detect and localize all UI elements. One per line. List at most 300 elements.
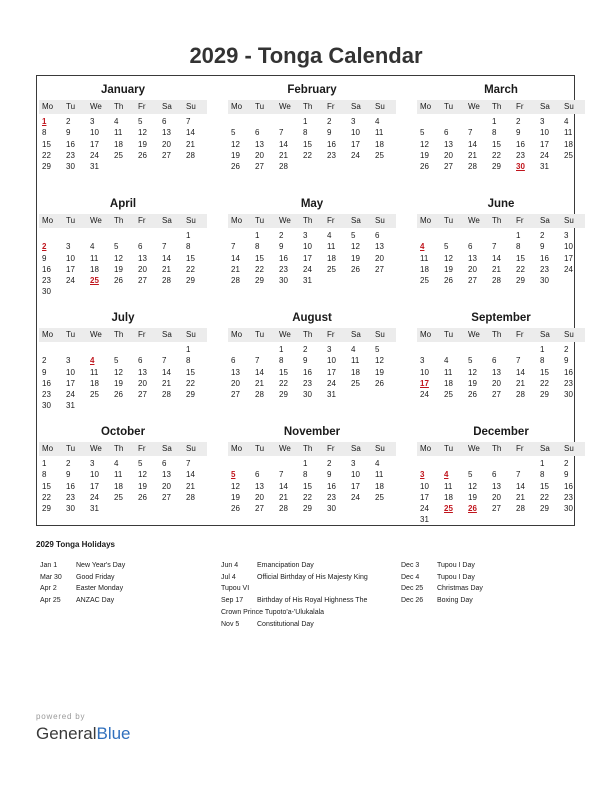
day-cell: 16 — [564, 367, 573, 377]
day-cell: 13 — [255, 481, 264, 491]
day-cell: 7 — [468, 128, 473, 138]
day-cell: 30 — [42, 287, 51, 297]
day-cell: 3 — [351, 459, 356, 468]
day-cell: 16 — [327, 139, 336, 149]
day-cell: 30 — [564, 504, 573, 514]
day-cell: 12 — [138, 470, 147, 480]
holiday-day-cell: 4 — [420, 242, 425, 252]
day-cell: 21 — [492, 264, 501, 274]
holiday-name: New Year's Day — [76, 562, 126, 569]
weekday-label: Tu — [444, 216, 454, 225]
holiday-column-3 — [401, 560, 483, 607]
day-cell: 20 — [162, 481, 171, 491]
weekday-header — [228, 328, 396, 342]
day-cell: 22 — [42, 492, 51, 502]
day-cell: 17 — [303, 253, 312, 263]
month-name: December — [473, 426, 529, 438]
day-cell: 29 — [186, 390, 195, 400]
day-cell: 3 — [540, 117, 545, 126]
weekday-label: Su — [564, 444, 574, 453]
month-april — [39, 190, 207, 298]
weekday-label: Th — [114, 216, 124, 225]
weekday-label: Mo — [42, 444, 54, 453]
weekday-label: Tu — [444, 330, 454, 339]
weekday-label: Mo — [231, 444, 243, 453]
holiday-name: Easter Monday — [76, 585, 124, 593]
day-grid — [228, 344, 396, 400]
weekday-label: Th — [492, 216, 502, 225]
day-cell: 8 — [540, 356, 545, 366]
day-cell: 21 — [279, 150, 288, 160]
day-cell: 27 — [255, 162, 264, 172]
day-cell: 12 — [138, 128, 147, 138]
empty-cell — [63, 344, 87, 355]
day-cell: 11 — [444, 367, 453, 377]
day-cell: 29 — [42, 162, 51, 172]
day-cell: 24 — [303, 264, 312, 274]
day-cell: 5 — [114, 356, 119, 366]
weekday-label: We — [279, 444, 291, 453]
day-cell: 1 — [540, 345, 545, 354]
holiday-name: Boxing Day — [437, 597, 473, 605]
weekday-label: Fr — [327, 216, 335, 225]
day-cell: 29 — [279, 390, 288, 400]
day-cell: 30 — [42, 401, 51, 411]
holiday-name: Christmas Day — [437, 585, 483, 593]
day-cell: 4 — [114, 117, 119, 126]
day-cell: 5 — [468, 356, 473, 366]
empty-cell — [441, 230, 465, 241]
day-cell: 6 — [162, 459, 167, 468]
weekday-label: Mo — [231, 102, 243, 111]
day-cell: 26 — [138, 492, 147, 502]
weekday-label: Tu — [66, 330, 76, 339]
day-cell: 23 — [66, 150, 75, 160]
day-cell: 7 — [186, 117, 191, 126]
holiday-name: Official Birthday of His Majesty King — [257, 573, 368, 581]
day-cell: 28 — [162, 276, 171, 286]
weekday-label: Tu — [66, 444, 76, 453]
day-cell: 25 — [327, 264, 336, 274]
day-cell: 28 — [231, 276, 240, 286]
day-cell: 11 — [90, 253, 99, 263]
month-name: September — [471, 312, 531, 324]
day-cell: 24 — [540, 150, 549, 160]
day-cell: 25 — [444, 390, 453, 400]
day-cell: 3 — [90, 117, 95, 126]
day-cell: 19 — [444, 264, 453, 274]
holiday-day-cell: 3 — [420, 470, 425, 480]
day-cell: 7 — [162, 356, 167, 366]
holiday-date: Dec 4 — [401, 573, 420, 581]
calendar-frame — [36, 75, 575, 526]
weekday-label: Th — [492, 330, 502, 339]
holiday-date: Jun 4 — [221, 562, 239, 569]
holiday-date: Apr 2 — [40, 585, 57, 593]
weekday-label: Sa — [162, 444, 172, 453]
holiday-name: Constitutional Day — [257, 620, 314, 628]
holiday-name: Crown Prince Tupoto'a-'Ulukalala — [221, 608, 325, 616]
day-cell: 14 — [468, 139, 477, 149]
weekday-label: Tu — [66, 216, 76, 225]
day-cell: 8 — [186, 356, 191, 366]
day-cell: 26 — [114, 276, 123, 286]
day-cell: 24 — [420, 504, 429, 514]
day-cell: 5 — [138, 117, 143, 126]
day-cell: 5 — [231, 128, 236, 138]
day-cell: 4 — [375, 459, 380, 468]
day-cell: 10 — [540, 128, 549, 138]
weekday-label: Fr — [138, 216, 146, 225]
weekday-label: Sa — [540, 444, 550, 453]
holiday-entry — [401, 572, 483, 584]
day-cell: 22 — [303, 492, 312, 502]
day-cell: 12 — [114, 253, 123, 263]
day-cell: 4 — [351, 345, 356, 354]
day-cell: 2 — [327, 459, 332, 468]
day-cell: 25 — [114, 492, 123, 502]
weekday-label: Mo — [42, 330, 54, 339]
weekday-label: We — [468, 444, 480, 453]
holiday-day-cell: 17 — [420, 378, 429, 388]
day-cell: 28 — [279, 162, 288, 172]
empty-cell — [135, 230, 159, 241]
empty-cell — [441, 116, 465, 127]
day-cell: 6 — [444, 128, 449, 138]
day-cell: 23 — [327, 150, 336, 160]
weekday-label: We — [468, 330, 480, 339]
day-cell: 21 — [279, 492, 288, 502]
day-cell: 31 — [90, 162, 99, 172]
day-cell: 11 — [90, 367, 99, 377]
day-cell: 31 — [66, 401, 75, 411]
month-name: April — [109, 198, 137, 210]
day-cell: 16 — [516, 139, 525, 149]
day-cell: 13 — [444, 139, 453, 149]
weekday-label: Mo — [420, 444, 432, 453]
empty-cell — [465, 458, 489, 469]
weekday-header — [417, 100, 585, 114]
day-cell: 10 — [420, 367, 429, 377]
weekday-label: We — [468, 216, 480, 225]
day-cell: 21 — [231, 264, 240, 274]
day-cell: 9 — [42, 253, 47, 263]
holiday-entry — [221, 583, 368, 595]
day-cell: 15 — [516, 253, 525, 263]
weekday-label: Mo — [42, 216, 54, 225]
day-cell: 14 — [516, 481, 525, 491]
day-cell: 31 — [540, 162, 549, 172]
weekday-label: Fr — [516, 216, 524, 225]
weekday-header — [228, 100, 396, 114]
day-cell: 28 — [162, 390, 171, 400]
day-cell: 24 — [90, 492, 99, 502]
page-title: 2029 - Tonga Calendar — [189, 43, 423, 68]
day-cell: 18 — [351, 367, 360, 377]
day-cell: 21 — [186, 139, 195, 149]
empty-cell — [465, 116, 489, 127]
weekday-label: Su — [186, 216, 196, 225]
day-cell: 28 — [186, 492, 195, 502]
day-cell: 22 — [279, 378, 288, 388]
empty-cell — [417, 230, 441, 241]
empty-cell — [465, 230, 489, 241]
day-grid — [39, 230, 207, 298]
day-cell: 9 — [279, 242, 284, 252]
holiday-date: Mar 30 — [40, 573, 62, 581]
weekday-label: Th — [114, 330, 124, 339]
weekday-label: Th — [303, 102, 313, 111]
day-cell: 31 — [420, 515, 429, 525]
holiday-entry — [401, 583, 483, 595]
day-cell: 26 — [138, 150, 147, 160]
day-cell: 17 — [564, 253, 573, 263]
day-cell: 27 — [162, 492, 171, 502]
day-cell: 1 — [303, 459, 308, 468]
holiday-date: Dec 3 — [401, 562, 420, 569]
month-name: November — [283, 426, 341, 438]
day-cell: 28 — [516, 504, 525, 514]
day-cell: 5 — [138, 459, 143, 468]
holiday-day-cell: 1 — [42, 117, 47, 126]
day-cell: 23 — [327, 492, 336, 502]
day-cell: 9 — [42, 367, 47, 377]
day-grid — [39, 116, 207, 172]
empty-cell — [135, 344, 159, 355]
day-cell: 25 — [420, 276, 429, 286]
holiday-entry — [401, 560, 483, 572]
day-cell: 7 — [279, 128, 284, 138]
day-cell: 16 — [42, 264, 51, 274]
weekday-label: Sa — [162, 216, 172, 225]
empty-cell — [39, 230, 63, 241]
day-cell: 23 — [303, 378, 312, 388]
day-cell: 19 — [468, 378, 477, 388]
weekday-label: Su — [186, 330, 196, 339]
holiday-date: Apr 25 — [40, 597, 61, 605]
weekday-label: Tu — [255, 216, 265, 225]
day-cell: 22 — [42, 150, 51, 160]
day-cell: 9 — [66, 128, 71, 138]
day-cell: 11 — [114, 470, 123, 480]
holiday-entry — [221, 607, 368, 619]
holiday-name: Good Friday — [76, 573, 115, 581]
day-cell: 5 — [114, 242, 119, 252]
day-cell: 29 — [255, 276, 264, 286]
empty-cell — [252, 458, 276, 469]
day-cell: 9 — [516, 128, 521, 138]
weekday-label: We — [90, 216, 102, 225]
day-cell: 9 — [327, 470, 332, 480]
day-cell: 5 — [468, 470, 473, 480]
holiday-entry — [221, 595, 368, 607]
month-june — [417, 190, 585, 286]
day-cell: 9 — [66, 470, 71, 480]
day-cell: 19 — [351, 253, 360, 263]
day-cell: 10 — [420, 481, 429, 491]
day-cell: 7 — [516, 356, 521, 366]
holiday-day-cell: 5 — [231, 470, 236, 480]
weekday-label: Tu — [444, 444, 454, 453]
day-cell: 7 — [492, 242, 497, 252]
brand-name-part1: General — [36, 724, 97, 743]
day-cell: 9 — [564, 470, 569, 480]
day-cell: 10 — [66, 253, 75, 263]
day-cell: 10 — [351, 128, 360, 138]
day-cell: 27 — [375, 264, 384, 274]
day-cell: 18 — [444, 378, 453, 388]
day-cell: 15 — [186, 253, 195, 263]
day-cell: 8 — [42, 470, 47, 480]
day-cell: 22 — [186, 378, 195, 388]
day-cell: 8 — [516, 242, 521, 252]
day-cell: 27 — [162, 150, 171, 160]
day-grid — [417, 344, 585, 400]
holiday-column-2 — [221, 560, 368, 630]
empty-cell — [252, 116, 276, 127]
day-cell: 17 — [90, 481, 99, 491]
day-cell: 11 — [564, 128, 573, 138]
weekday-label: We — [90, 102, 102, 111]
day-cell: 30 — [303, 390, 312, 400]
weekday-header — [228, 442, 396, 456]
day-cell: 24 — [327, 378, 336, 388]
empty-cell — [417, 116, 441, 127]
day-cell: 21 — [186, 481, 195, 491]
day-cell: 13 — [138, 367, 147, 377]
weekday-header — [39, 100, 207, 114]
weekday-label: Fr — [138, 444, 146, 453]
day-cell: 14 — [516, 367, 525, 377]
holiday-name: Birthday of His Royal Highness The — [257, 597, 368, 605]
day-cell: 4 — [114, 459, 119, 468]
holiday-day-cell: 25 — [444, 504, 453, 514]
day-cell: 10 — [90, 128, 99, 138]
day-cell: 30 — [66, 504, 75, 514]
day-cell: 24 — [564, 264, 573, 274]
brand-logo[interactable] — [36, 724, 131, 744]
empty-cell — [63, 230, 87, 241]
day-cell: 6 — [231, 356, 236, 366]
day-cell: 15 — [540, 481, 549, 491]
day-cell: 17 — [351, 481, 360, 491]
day-cell: 13 — [231, 367, 240, 377]
day-cell: 13 — [162, 128, 171, 138]
weekday-label: Fr — [327, 444, 335, 453]
day-cell: 27 — [444, 162, 453, 172]
day-cell: 7 — [255, 356, 260, 366]
day-cell: 8 — [540, 470, 545, 480]
day-cell: 19 — [231, 492, 240, 502]
weekday-label: Sa — [351, 444, 361, 453]
day-cell: 24 — [351, 150, 360, 160]
weekday-label: Sa — [540, 330, 550, 339]
weekday-label: Mo — [420, 102, 432, 111]
day-grid — [417, 116, 585, 172]
month-august — [228, 304, 396, 400]
day-cell: 14 — [186, 470, 195, 480]
weekday-header — [39, 328, 207, 342]
weekday-label: Th — [492, 444, 502, 453]
weekday-label: We — [90, 330, 102, 339]
empty-cell — [276, 458, 300, 469]
day-cell: 1 — [186, 345, 191, 354]
weekday-label: Th — [303, 216, 313, 225]
day-cell: 21 — [468, 150, 477, 160]
day-cell: 26 — [420, 162, 429, 172]
day-cell: 27 — [255, 504, 264, 514]
holiday-entry — [40, 560, 125, 572]
day-cell: 23 — [564, 492, 573, 502]
weekday-label: Su — [375, 444, 385, 453]
day-cell: 16 — [303, 367, 312, 377]
day-cell: 5 — [420, 128, 425, 138]
day-cell: 29 — [186, 276, 195, 286]
weekday-label: Tu — [66, 102, 76, 111]
holiday-name: Tupou I Day — [437, 562, 475, 569]
day-cell: 25 — [564, 150, 573, 160]
month-name: June — [487, 198, 515, 210]
day-cell: 4 — [327, 231, 332, 240]
day-cell: 23 — [66, 492, 75, 502]
empty-cell — [417, 344, 441, 355]
day-cell: 19 — [114, 264, 123, 274]
day-cell: 7 — [279, 470, 284, 480]
day-cell: 2 — [564, 459, 569, 468]
day-cell: 7 — [231, 242, 236, 252]
weekday-label: Sa — [540, 102, 550, 111]
day-cell: 8 — [492, 128, 497, 138]
weekday-label: Su — [564, 102, 574, 111]
weekday-label: Su — [186, 102, 196, 111]
day-cell: 12 — [351, 242, 360, 252]
weekday-label: Th — [492, 102, 502, 111]
day-cell: 20 — [375, 253, 384, 263]
day-cell: 16 — [42, 378, 51, 388]
day-cell: 5 — [444, 242, 449, 252]
day-cell: 22 — [492, 150, 501, 160]
holiday-entry — [40, 583, 125, 595]
day-cell: 2 — [279, 231, 284, 240]
powered-by-text: powered by — [36, 712, 86, 721]
day-cell: 11 — [375, 470, 384, 480]
month-july — [39, 304, 207, 412]
day-cell: 21 — [516, 378, 525, 388]
day-cell: 19 — [375, 367, 384, 377]
day-grid — [228, 458, 396, 514]
holiday-entry — [221, 572, 368, 584]
day-cell: 18 — [90, 264, 99, 274]
day-cell: 20 — [492, 492, 501, 502]
day-cell: 1 — [42, 459, 47, 468]
day-cell: 10 — [351, 470, 360, 480]
weekday-label: Su — [375, 216, 385, 225]
day-cell: 27 — [468, 276, 477, 286]
day-cell: 11 — [351, 356, 360, 366]
day-cell: 15 — [540, 367, 549, 377]
day-cell: 20 — [162, 139, 171, 149]
day-cell: 3 — [303, 231, 308, 240]
day-cell: 2 — [66, 459, 71, 468]
empty-cell — [489, 458, 513, 469]
day-cell: 22 — [516, 264, 525, 274]
weekday-label: Mo — [420, 216, 432, 225]
day-cell: 24 — [90, 150, 99, 160]
day-cell: 6 — [138, 356, 143, 366]
day-cell: 26 — [444, 276, 453, 286]
day-cell: 28 — [186, 150, 195, 160]
day-cell: 11 — [444, 481, 453, 491]
